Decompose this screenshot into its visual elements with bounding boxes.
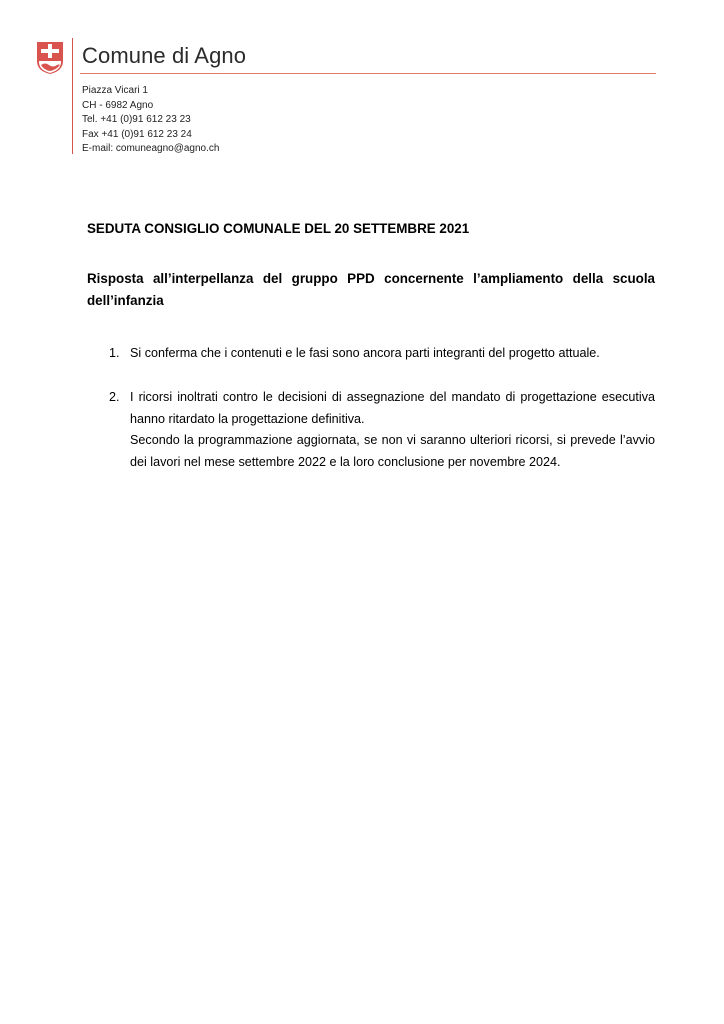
list-item-number: 2. [109, 390, 120, 404]
list-item-paragraph: Secondo la programmazione aggiornata, se non vi saranno ulteriori ricorsi, si prevede l’avvio dei lavori nel mese settembre 2022 e la loro conclusione per novembre 2024. [130, 433, 655, 469]
list-item-text [130, 343, 655, 365]
header-vertical-rule [72, 38, 73, 154]
address-block [82, 84, 219, 157]
organization-name: Comune di Agno [82, 43, 247, 68]
address-email: E-mail: comuneagno@agno.ch [82, 143, 220, 155]
address-city: CH - 6982 Agno [82, 99, 154, 111]
list-item-paragraph: Si conferma che i contenuti e le fasi sono ancora parti integranti del progetto attuale. [130, 346, 600, 360]
address-phone: Tel. +41 (0)91 612 23 23 [82, 114, 191, 126]
list-item-text [130, 387, 655, 473]
list-item-paragraph: I ricorsi inoltrati contro le decisioni di assegnazione del mandato di progettazione esecutiva hanno ritardato la progettazione definitiva. [130, 390, 655, 426]
address-fax: Fax +41 (0)91 612 23 24 [82, 128, 192, 140]
list-item-number: 1. [109, 346, 120, 360]
document-heading: SEDUTA CONSIGLIO COMUNALE DEL 20 SETTEMBRE 2021 [87, 221, 470, 236]
header-horizontal-rule [80, 73, 656, 74]
document-subject: Risposta all’interpellanza del gruppo PPD concernente l’ampliamento della scuola dell’infanzia [87, 271, 655, 308]
coat-of-arms-icon [36, 41, 64, 75]
address-street: Piazza Vicari 1 [82, 85, 148, 96]
